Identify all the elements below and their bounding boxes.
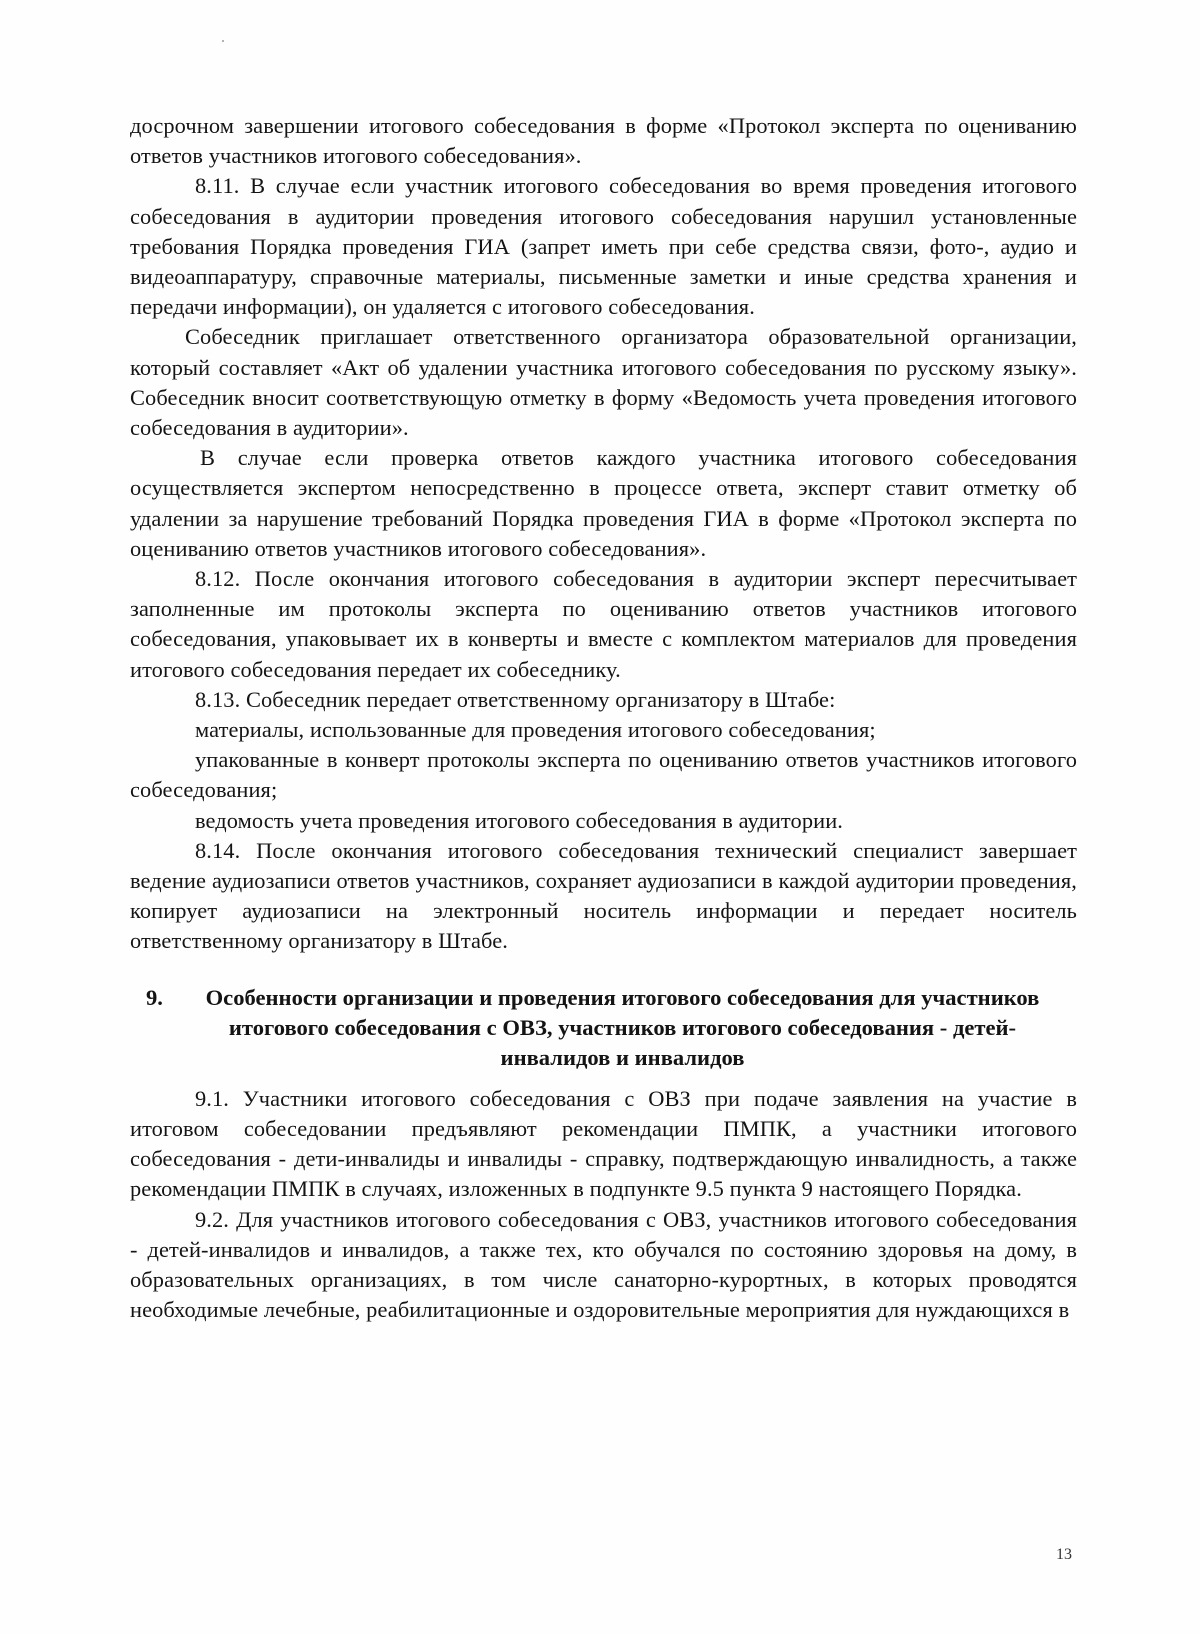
paragraph-9-2: 9.2. Для участников итогового собеседования с ОВЗ, участников итогового собеседования - детей-инвалидов и инвалидов, а также тех, кто обучался по состоянию здоровья на дому, в образовательных организациях, в том числе санаторно-курортных, в которых проводятся необходимые лечебные, реабилитационные и оздоровительные мероприятия для нуждающихся в <box>130 1206 1077 1323</box>
paragraph-continuation: досрочном завершении итогового собеседования в форме «Протокол эксперта по оцениванию ответов участников итогового собеседования». <box>130 113 1077 169</box>
section-title: Особенности организации и проведения итогового собеседования для участников итогового собеседования с ОВЗ, участников итогового собеседования - детей-инвалидов и инвалидов <box>205 984 1040 1070</box>
paragraph-sobesednik: Собеседник приглашает ответственного организатора образовательной организации, который составляет «Акт об удалении участника итогового собеседования по русскому языку». Собеседник вносит соответствующую отметку в форму «Ведомость учета проведения итогового собеседования в аудитории». <box>130 324 1077 441</box>
list-item-protocols: упакованные в конверт протоколы эксперта по оцениванию ответов участников итогового собеседования; <box>130 747 1077 803</box>
section-number: 9. <box>146 984 163 1010</box>
scan-speck <box>222 40 224 42</box>
paragraph-expert-check: В случае если проверка ответов каждого участника итогового собеседования осуществляется экспертом непосредственно в процессе ответа, эксперт ставит отметку об удалении за нарушение требований Порядка проведения ГИА в форме «Протокол эксперта по оцениванию ответов участников итогового собеседования». <box>130 445 1077 561</box>
paragraph-8-13: 8.13. Собеседник передает ответственному организатору в Штабе: <box>195 686 836 712</box>
document-body <box>130 111 1077 1325</box>
paragraph-8-11: 8.11. В случае если участник итогового собеседования во время проведения итогового собеседования в аудитории проведения итогового собеседования нарушил установленные требования Порядка проведения ГИА (запрет иметь при себе средства связи, фото-, аудио и видеоаппаратуру, справочные материалы, письменные заметки и иные средства хранения и передачи информации), он удаляется с итогового собеседования. <box>130 173 1077 320</box>
page-number: 13 <box>1056 1546 1072 1563</box>
paragraph-9-1: 9.1. Участники итогового собеседования с ОВЗ при подаче заявления на участие в итоговом собеседовании предъявляют рекомендации ПМПК, а участники итогового собеседования - дети-инвалиды и инвалиды - справку, подтверждающую инвалидность, а также рекомендации ПМПК в случаях, изложенных в подпункте 9.5 пункта 9 настоящего Порядка. <box>130 1085 1077 1202</box>
list-item-materials: материалы, использованные для проведения итогового собеседования; <box>195 717 876 743</box>
paragraph-8-12: 8.12. После окончания итогового собеседования в аудитории эксперт пересчитывает заполненные им протоколы эксперта по оцениванию ответов участников итогового собеседования, упаковывает их в конверты и вместе с комплектом материалов для проведения итогового собеседования передает их собеседнику. <box>130 566 1077 682</box>
list-item-vedomost: ведомость учета проведения итогового собеседования в аудитории. <box>195 807 843 833</box>
section-heading <box>130 983 1077 1073</box>
paragraph-8-14: 8.14. После окончания итогового собеседования технический специалист завершает ведение аудиозаписи ответов участников, сохраняет аудиозаписи в каждой аудитории проведения, копирует аудиозаписи на электронный носитель информации и передает носитель ответственному организатору в Штабе. <box>130 837 1077 954</box>
